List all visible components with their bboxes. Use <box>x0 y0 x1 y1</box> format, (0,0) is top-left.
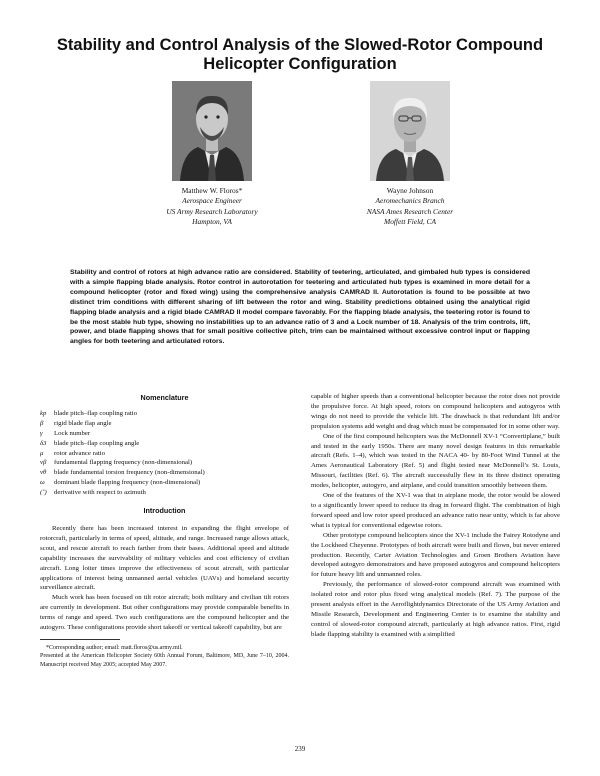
introduction-heading: Introduction <box>143 506 186 516</box>
author-name: Matthew W. Floros* <box>181 186 243 195</box>
author-role: Aeromechanics Branch <box>375 196 445 206</box>
author-location: Moffett Field, CA <box>384 216 436 226</box>
author-location: Hampton, VA <box>192 216 232 226</box>
nomenclature-item: νβ fundamental flapping frequency (non-dimensional) <box>40 459 193 467</box>
paragraph: capable of higher speeds than a conventional helicopter because the rotor does not provide the propulsive force. At high speed, rotors on compound helicopters and autogyros with wings do not need to provide the vehicle lift. The drawback is that redundant lift and/or propulsion systems add weight and drag which must be compensated for in some other way. <box>311 393 560 430</box>
paper-title: Stability and Control Analysis of the Slowed-Rotor Compound Helicopter Configuration <box>56 36 544 73</box>
author-organization: NASA Ames Research Center <box>366 206 454 216</box>
right-column <box>311 392 560 640</box>
author-photo-johnson <box>370 81 450 181</box>
nomenclature-item: δ3 blade pitch–flap coupling angle <box>40 439 140 447</box>
author-block-johnson <box>310 186 510 227</box>
nomenclature-heading: Nomenclature <box>140 393 189 402</box>
paragraph: Recently there has been increased interest in expanding the flight envelope of rotorcraft, particularly in terms of speed, altitude, and range. Increased range allows attack, scout, and rescue aircraft to reach farther from their bases. Additional speed and altitude capability increases the survivability of military vehicles and cost efficiency of civilian aircraft. Long loiter times improve the effectiveness of scout aircraft, with particular applications of interest being unmanned aerial vehicles (UAVs) and homeland security surveillance aircraft. <box>40 524 289 592</box>
paragraph: One of the features of the XV-1 was that in airplane mode, the rotor would be slowed to a significantly lower speed to reduce its drag in forward flight. The combination of high forward speed and low rotor speed produced an advance ratio near unity, which is far above what is typical for conventional edgewise rotors. <box>311 492 560 529</box>
page-number: 239 <box>294 745 306 753</box>
author-photo-floros <box>172 81 252 181</box>
nomenclature-item: kp blade pitch–flap coupling ratio <box>40 409 138 417</box>
footnote-corresponding-author: *Corresponding author; email: matt.floros@us.army.mil. <box>46 644 183 651</box>
nomenclature-item: (˚) derivative with respect to azimuth <box>40 489 146 497</box>
nomenclature-item: γ Lock number <box>40 429 91 437</box>
paragraph: One of the first compound helicopters was the McDonnell XV-1 “Convertiplane,” built and tested in the early 1950s. There are many novel design features in this remarkable aircraft (Refs. 1–4), which was tested in the NACA 40- by 80-Foot Wind Tunnel at the Ames Aeronautical Laboratory (Ref. 5) and flight tested near McDonnell’s St. Louis, Missouri, facilities (Ref. 6). The aircraft successfully flew in its three distinct operating modes, helicopter, autogyro, and airplane, and could transition smoothly between them. <box>311 432 560 490</box>
left-column <box>40 393 289 669</box>
author-block-floros <box>112 186 312 227</box>
author-role: Aerospace Engineer <box>182 196 242 206</box>
nomenclature-item: νθ blade fundamental torsion frequency (non-dimensional) <box>40 469 205 477</box>
paragraph: Other prototype compound helicopters since the XV-1 include the Fairey Rotodyne and the Lockheed Cheyenne. Prototypes of both aircraft were built and flown, but never entered production. Recently, Carter Aviation Technologies and Groen Brothers Aviation have developed autogyro demonstrators and have proposed autogyros and compound helicopters for future heavy lift and unmanned roles. <box>311 531 560 579</box>
author-organization: US Army Research Laboratory <box>166 206 258 216</box>
paragraph: Previously, the performance of slowed-rotor compound aircraft was examined with isolated rotor and rotor plus fixed wing analytical models (Ref. 7). The purpose of the present analysis effort in the Aeroflightdynamics Directorate of the US Army Aviation and Missile Research, Development and Engineering Center is to examine the stability and control of slowed-rotor compound aircraft, particularly at high advance ratios. First, rigid blade flapping stability is examined with a simplified <box>311 581 560 638</box>
abstract: Stability and control of rotors at high advance ratio are considered. Stability of teetering, articulated, and gimbaled hub types is considered with a simple flapping blade analysis. Rotor control in autorotation for teetering and articulated hub types is examined in more detail for a compound helicopter (rotor and fixed wing) using the comprehensive analysis CAMRAD II. Autorotation is found to be possible at two distinct trim conditions with different sharing of lift between the rotor and wing. Stability predictions obtained using the analytical rigid flapping blade analysis and a rigid blade CAMRAD II model compare favorably. For the flapping blade analysis, the teetering rotor is found to be the most stable hub type, showing no instabilities up to an advance ratio of 3 and a Lock number of 18. Analysis of the trim controls, lift, power, and blade flapping shows that for small positive collective pitch, trim can be maintained without excessive control input or flapping angles for both teetering and articulated rotors. <box>70 269 530 346</box>
nomenclature-item: μ rotor advance ratio <box>40 449 105 457</box>
paragraph: Much work has been focused on tilt rotor aircraft; both military and civilian tilt rotors are currently in development. But other configurations may provide comparable benefits in terms of range and speed. Two such configurations are the compound helicopter and the autogyro. These configurations provide short takeoff or vertical takeoff capability, but are <box>40 594 289 632</box>
nomenclature-list <box>40 409 289 498</box>
footnote-divider <box>40 639 120 640</box>
footnote-presentation: Presented at the American Helicopter Society 60th Annual Forum, Baltimore, MD, June 7–10, 2004. Manuscript received May 2005; accepted May 2007. <box>40 653 289 668</box>
author-name: Wayne Johnson <box>386 186 434 195</box>
nomenclature-item: β rigid blade flap angle <box>40 419 112 427</box>
nomenclature-item: ω dominant blade flapping frequency (non-dimensional) <box>40 479 201 487</box>
